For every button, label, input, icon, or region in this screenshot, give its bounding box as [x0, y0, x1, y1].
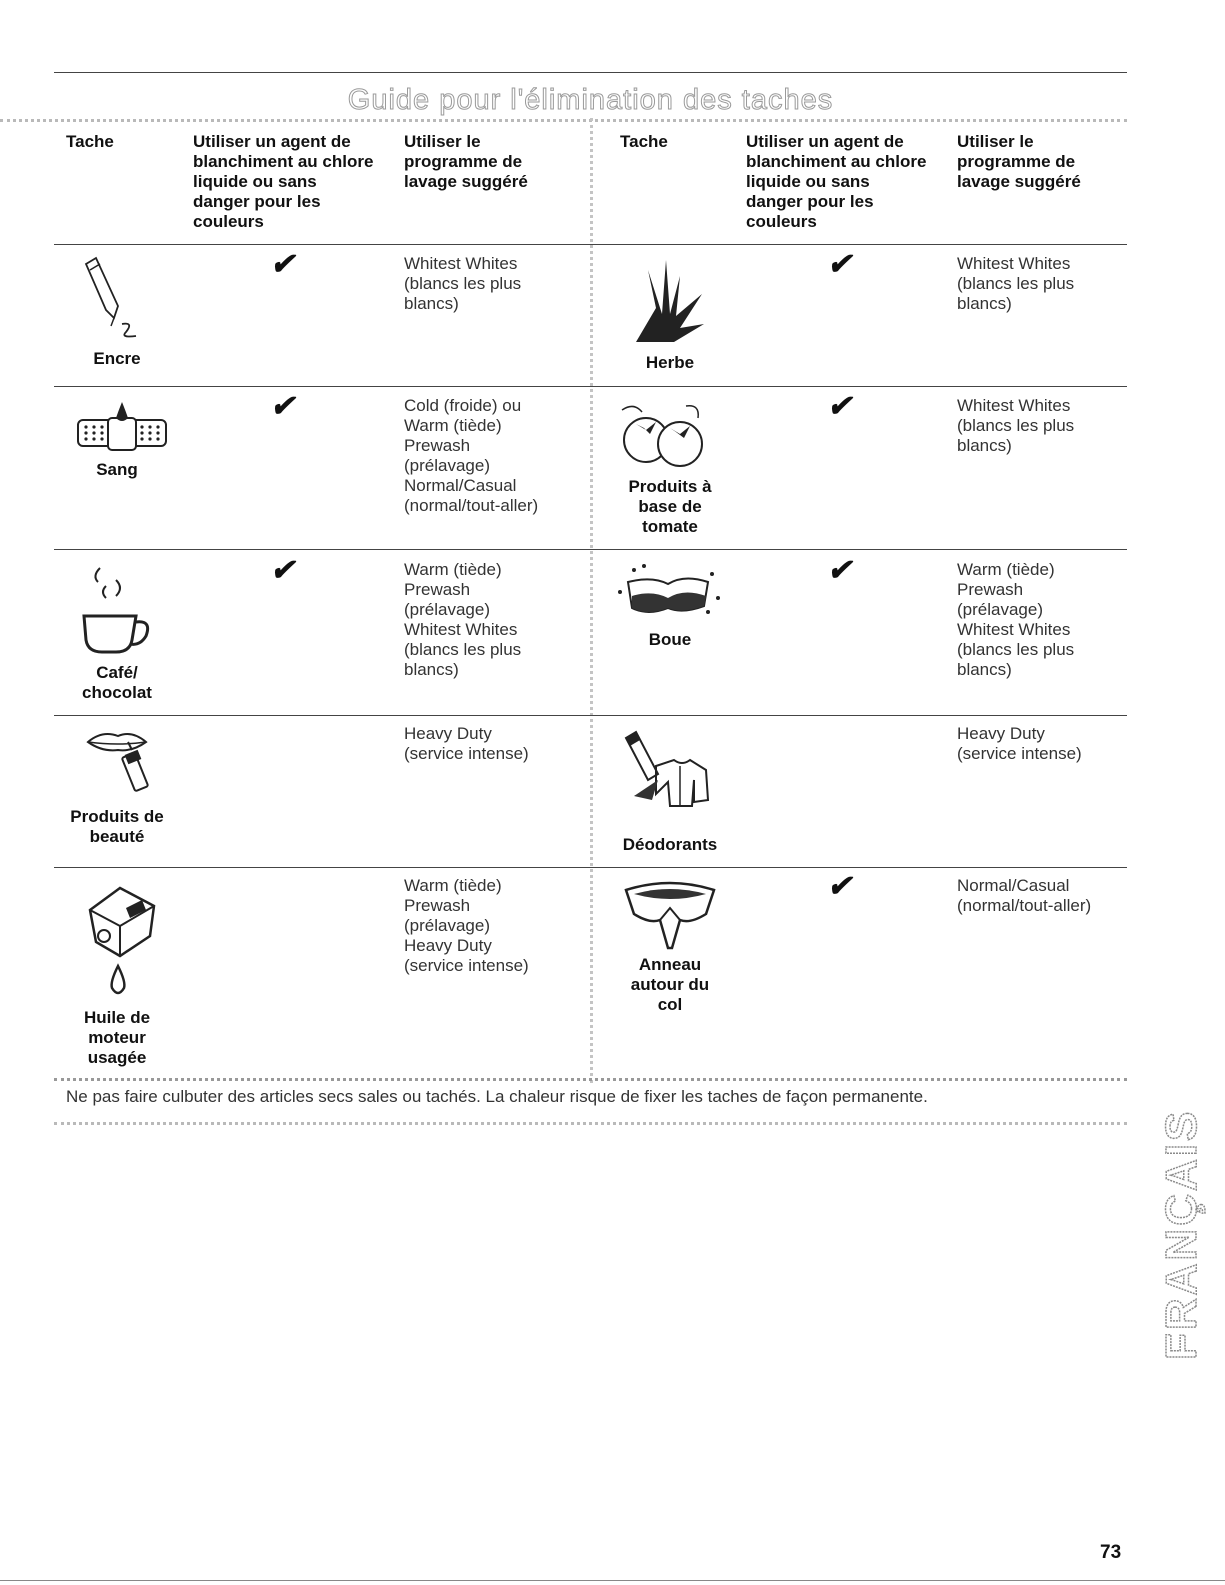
- engine-oil-icon: [80, 880, 160, 1004]
- stain-name: Encre: [93, 349, 141, 368]
- stain-name: Boue: [648, 630, 692, 649]
- column-separator: [590, 118, 593, 1083]
- collar-icon: [620, 878, 720, 952]
- row-rule: [54, 867, 1127, 868]
- wash-cycle-text: Whitest Whites (blancs les plus blancs): [404, 254, 522, 313]
- wash-cycle-text: Warm (tiède) Prewash (prélavage) Whitest Whites (blancs les plus blancs): [404, 560, 522, 679]
- footer-dotted-rule: [54, 1122, 1127, 1125]
- table-bottom-dotted-rule: [54, 1078, 1127, 1081]
- wash-cycle-text: Whitest Whites (blancs les plus blancs): [957, 254, 1075, 313]
- stain-name: Produits de beauté: [70, 807, 164, 846]
- page-title: Guide pour l'élimination des taches: [347, 84, 834, 116]
- bleach-check-mark: ✔: [825, 248, 858, 281]
- bleach-check-mark: ✔: [268, 554, 301, 587]
- stain-name: Déodorants: [622, 835, 718, 854]
- bleach-check-mark: ✔: [825, 870, 858, 903]
- bleach-check-mark: ✔: [268, 248, 301, 281]
- stain-name: Sang: [96, 460, 138, 479]
- title-dotted-rule: [0, 119, 1127, 122]
- bottom-rule: [0, 1580, 1225, 1581]
- header-cycle-left: Utiliser le programme de lavage suggéré: [404, 132, 528, 191]
- header-bleach-right: Utiliser un agent de blanchiment au chlore liquide ou sans danger pour les couleurs: [746, 132, 927, 231]
- mud-icon: [612, 562, 724, 622]
- language-side-tab: [1148, 1060, 1218, 1380]
- row-rule: [54, 549, 1127, 550]
- stain-name: Produits à base de tomate: [628, 477, 712, 536]
- wash-cycle-text: Normal/Casual (normal/tout-aller): [957, 876, 1092, 915]
- wash-cycle-text: Heavy Duty (service intense): [957, 724, 1082, 763]
- wash-cycle-text: Warm (tiède) Prewash (prélavage) Heavy Duty (service intense): [404, 876, 529, 975]
- bleach-check-mark: ✔: [825, 390, 858, 423]
- header-stain-right: Tache: [620, 132, 668, 151]
- wash-cycle-text: Cold (froide) ou Warm (tiède) Prewash (prélavage) Normal/Casual (normal/tout-aller): [404, 396, 539, 515]
- stain-name: Herbe: [645, 353, 695, 372]
- footer-warning: Ne pas faire culbuter des articles secs sales ou tachés. La chaleur risque de fixer les taches de façon permanente.: [66, 1087, 928, 1106]
- stain-name: Huile de moteur usagée: [83, 1008, 151, 1067]
- row-rule: [54, 386, 1127, 387]
- header-bleach-left: Utiliser un agent de blanchiment au chlore liquide ou sans danger pour les couleurs: [193, 132, 374, 231]
- bleach-check-mark: ✔: [268, 390, 301, 423]
- side-language-label: FRANÇAIS: [1157, 1108, 1206, 1360]
- lipstick-icon: [84, 728, 164, 804]
- coffee-cup-icon: [76, 560, 160, 660]
- row-rule: [54, 244, 1127, 245]
- deodorant-icon: [622, 730, 716, 830]
- top-rule: [54, 72, 1127, 73]
- wash-cycle-text: Heavy Duty (service intense): [404, 724, 529, 763]
- stain-name: Café/ chocolat: [82, 663, 152, 702]
- bandage-icon: [74, 400, 170, 458]
- page-number: 73: [1100, 1542, 1122, 1563]
- wash-cycle-text: Warm (tiède) Prewash (prélavage) Whitest Whites (blancs les plus blancs): [957, 560, 1075, 679]
- tomato-icon: [614, 398, 714, 470]
- header-cycle-right: Utiliser le programme de lavage suggéré: [957, 132, 1081, 191]
- bleach-check-mark: ✔: [825, 554, 858, 587]
- wash-cycle-text: Whitest Whites (blancs les plus blancs): [957, 396, 1075, 455]
- grass-icon: [626, 258, 710, 344]
- pen-icon: [78, 256, 158, 346]
- stain-name: Anneau autour du col: [630, 955, 710, 1014]
- row-rule: [54, 715, 1127, 716]
- header-stain-left: Tache: [66, 132, 114, 151]
